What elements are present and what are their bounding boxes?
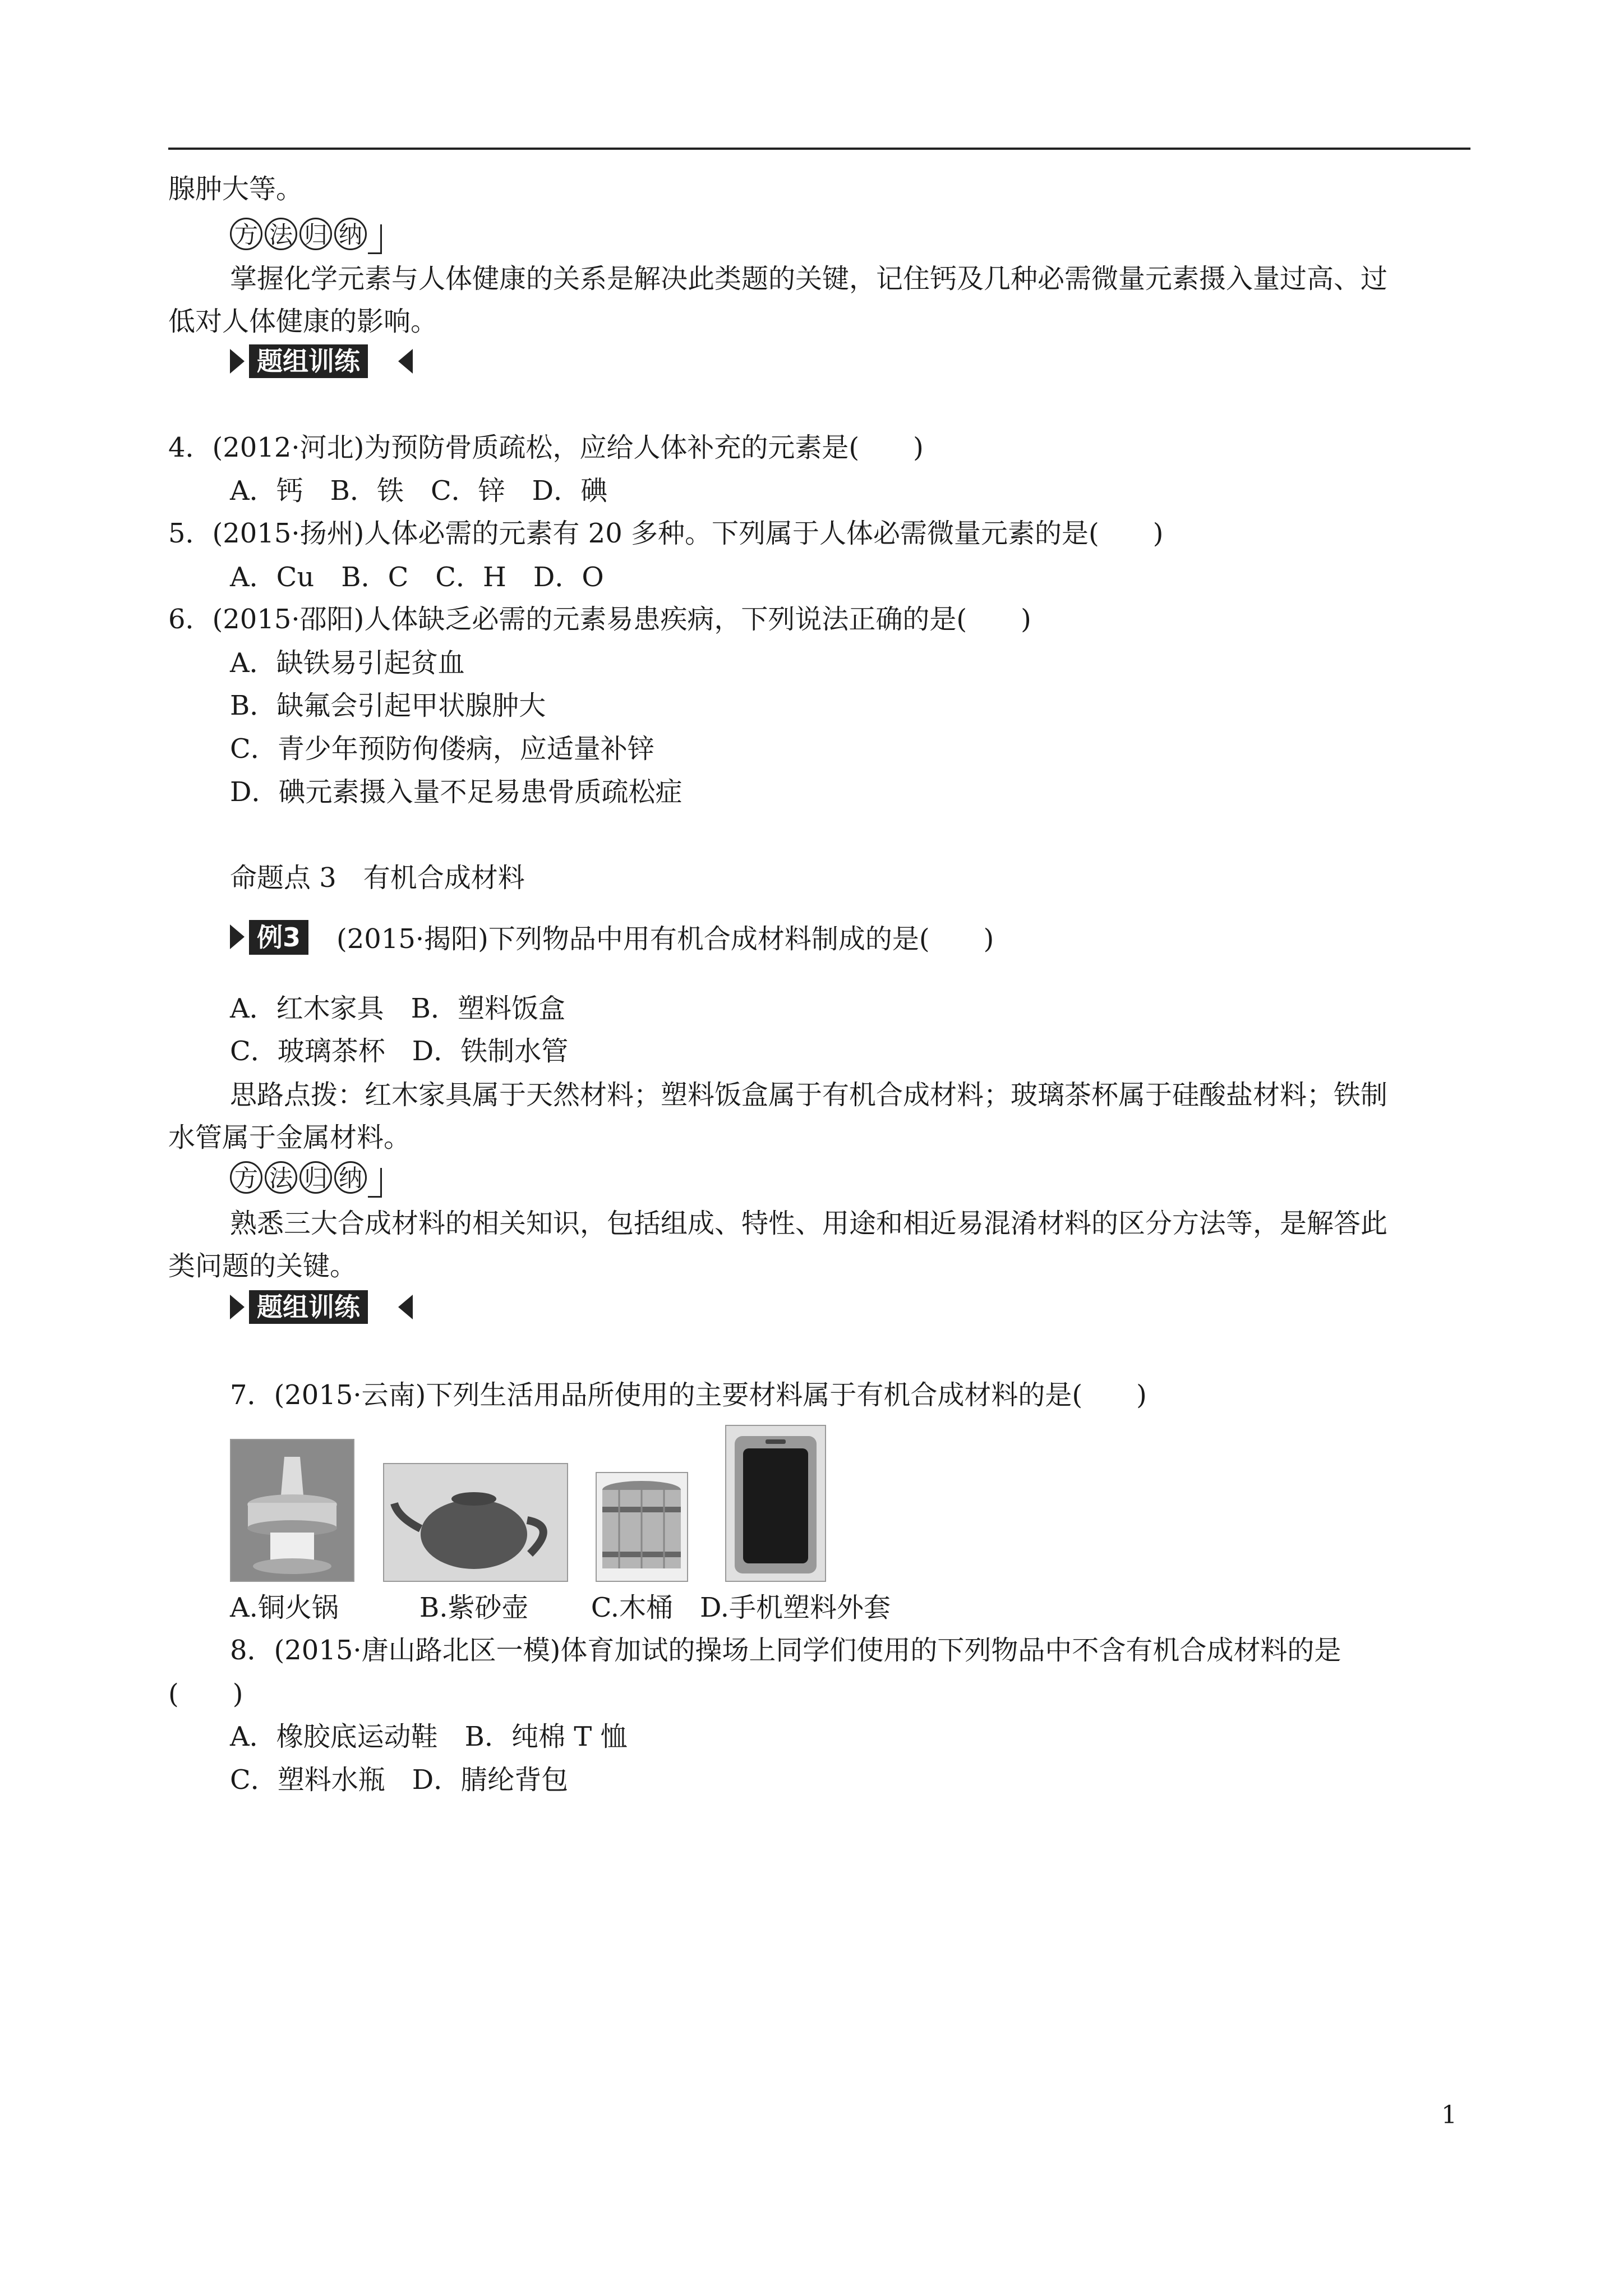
question-4-options: A．钙 B．铁 C．锌 D．碘	[230, 475, 608, 507]
page-number: 1	[1441, 2101, 1457, 2129]
method-char: 法	[265, 218, 297, 250]
question-7-options: A.铜火锅 B.紫砂壶 C.木桶 D.手机塑料外套	[230, 1592, 891, 1623]
method-char: 归	[299, 218, 332, 250]
example-3-options-ab: A．红木家具 B．塑料饭盒	[230, 993, 565, 1024]
method-summary-label	[230, 1161, 382, 1194]
method-char: 纳	[334, 218, 367, 250]
triangle-right-icon	[230, 924, 245, 949]
question-7: 7．(2015·云南)下列生活用品所使用的主要材料属于有机合成材料的是( )	[230, 1379, 1147, 1411]
method-char: 方	[230, 218, 262, 250]
method-char: 纳	[334, 1161, 367, 1194]
practice-banner	[230, 1290, 415, 1327]
method-char: 归	[299, 1161, 332, 1194]
method-char: 方	[230, 1161, 262, 1194]
question-6-option-d: D．碘元素摄入量不足易患骨质疏松症	[230, 776, 683, 808]
question-6-option-b: B．缺氟会引起甲状腺肿大	[230, 690, 546, 721]
banner-label: 题组训练	[249, 1290, 368, 1324]
hint-text: 思路点拨：红木家具属于天然材料；塑料饭盒属于有机合成材料；玻璃茶杯属于硅酸盐材料；铁制	[230, 1079, 1388, 1111]
arrow-icon	[368, 1168, 382, 1198]
example-label-box	[230, 920, 314, 957]
question-6-option-c: C．青少年预防佝偻病，应适量补锌	[230, 733, 654, 765]
question-8-options-ab: A．橡胶底运动鞋 B．纯棉 T 恤	[230, 1721, 628, 1752]
question-5: 5．(2015·扬州)人体必需的元素有 20 多种。下列属于人体必需微量元素的是( )	[168, 518, 1164, 549]
triangle-left-icon	[398, 1295, 413, 1319]
question-6-option-a: A．缺铁易引起贫血	[230, 647, 465, 679]
triangle-right-icon	[230, 1295, 245, 1319]
hint-text: 水管属于金属材料。	[168, 1122, 411, 1153]
method-summary-label	[230, 218, 382, 250]
text-line: 类问题的关键。	[168, 1250, 357, 1282]
triangle-left-icon	[398, 349, 413, 374]
wooden-bucket-image	[596, 1472, 688, 1582]
question-8: 8．(2015·唐山路北区一模)体育加试的操场上同学们使用的下列物品中不含有机合成材料的是	[230, 1635, 1341, 1666]
copper-hotpot-image	[230, 1439, 354, 1582]
text-line: 掌握化学元素与人体健康的关系是解决此类题的关键，记住钙及几种必需微量元素摄入量过高、过	[230, 263, 1388, 295]
text-line: 低对人体健康的影响。	[168, 306, 438, 337]
example-3-question: (2015·揭阳)下列物品中用有机合成材料制成的是( )	[336, 923, 994, 955]
example-3-options-cd: C．玻璃茶杯 D．铁制水管	[230, 1036, 569, 1067]
question-4: 4．(2012·河北)为预防骨质疏松，应给人体补充的元素是( )	[168, 432, 924, 463]
question-5-options: A．Cu B．C C．H D．O	[230, 562, 604, 593]
question-8-blank: ( )	[168, 1678, 243, 1710]
question-8-options-cd: C．塑料水瓶 D．腈纶背包	[230, 1764, 569, 1796]
phone-case-image	[725, 1425, 826, 1582]
example-label: 例3	[249, 920, 308, 955]
arrow-icon	[368, 224, 382, 254]
text-line: 腺肿大等。	[168, 173, 303, 205]
question-6: 6．(2015·邵阳)人体缺乏必需的元素易患疾病，下列说法正确的是( )	[168, 604, 1031, 635]
text-line: 熟悉三大合成材料的相关知识，包括组成、特性、用途和相近易混淆材料的区分方法等，是解答此	[230, 1208, 1388, 1239]
teapot-image	[383, 1463, 568, 1582]
triangle-right-icon	[230, 349, 245, 374]
method-char: 法	[265, 1161, 297, 1194]
header-rule	[168, 148, 1470, 150]
topic-heading: 命题点 3 有机合成材料	[230, 862, 525, 894]
practice-banner	[230, 344, 415, 381]
banner-label: 题组训练	[249, 344, 368, 378]
